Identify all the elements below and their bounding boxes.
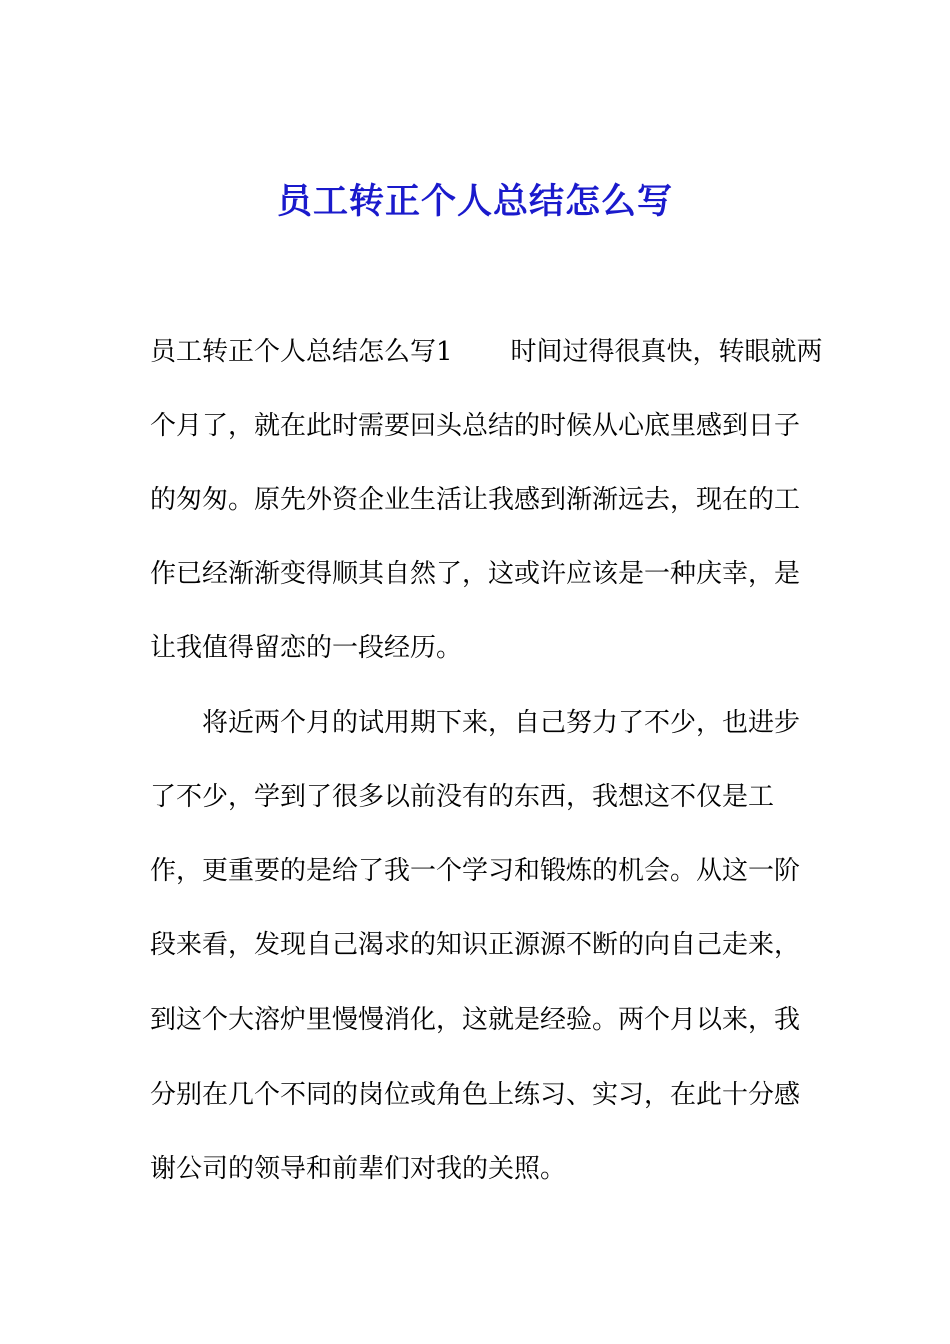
paragraph-line-2: 个月了，就在此时需要回头总结的时候从心底里感到日子 <box>150 411 801 441</box>
paragraph-line-6: 将近两个月的试用期下来，自己努力了不少，也进步 <box>202 708 801 738</box>
paragraph-line-10: 到这个大溶炉里慢慢消化，这就是经验。两个月以来，我 <box>150 1005 801 1035</box>
paragraph-line-8: 作，更重要的是给了我一个学习和锻炼的机会。从这一阶 <box>150 856 801 886</box>
paragraph-line-7: 了不少，学到了很多以前没有的东西，我想这不仅是工 <box>150 782 775 812</box>
paragraph-line-9: 段来看，发现自己渴求的知识正源源不断的向自己走来， <box>150 930 801 960</box>
paragraph-line-1 <box>150 332 830 372</box>
paragraph-line-3: 的匆匆。原先外资企业生活让我感到渐渐远去，现在的工 <box>150 485 801 515</box>
paragraph-line-5: 让我值得留恋的一段经历。 <box>150 633 463 663</box>
section-heading: 员工转正个人总结怎么写1 <box>150 337 453 367</box>
paragraph-line-11: 分别在几个不同的岗位或角色上练习、实习，在此十分感 <box>150 1080 801 1110</box>
paragraph-line-4: 作已经渐渐变得顺其自然了，这或许应该是一种庆幸，是 <box>150 559 801 589</box>
line-text-1: 时间过得很真快，转眼就两 <box>510 337 823 367</box>
document-title: 员工转正个人总结怎么写 <box>276 181 673 222</box>
paragraph-line-12: 谢公司的领导和前辈们对我的关照。 <box>150 1154 567 1184</box>
